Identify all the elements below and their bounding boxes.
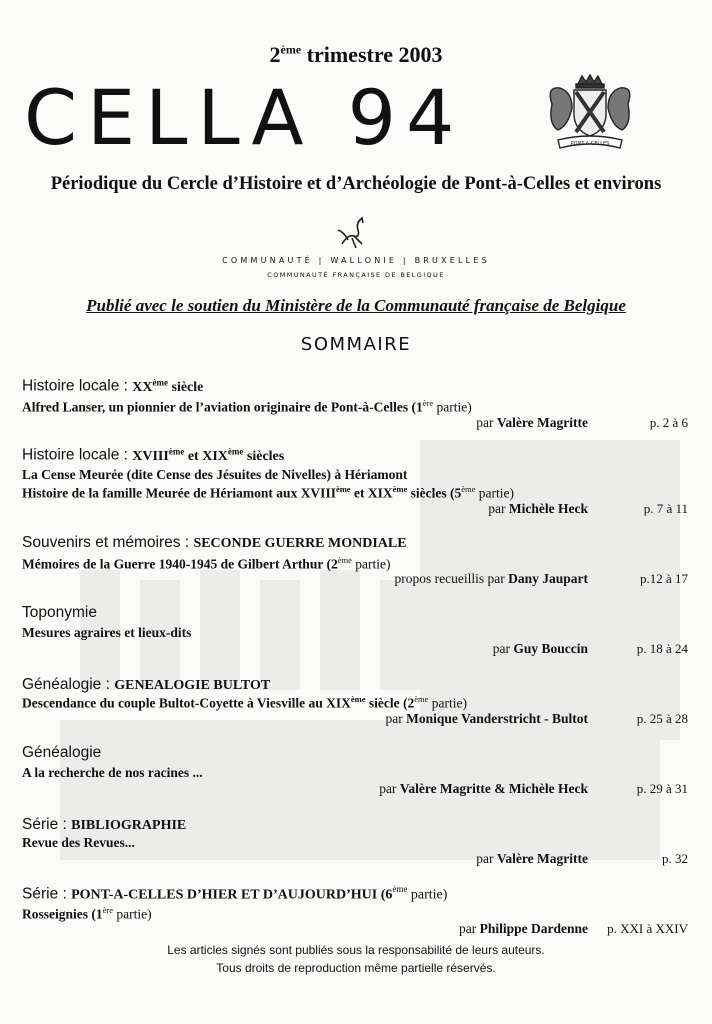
partner-subline: COMMUNAUTÉ FRANÇAISE DE BELGIQUE [267,271,445,279]
toc-entry-4-author: par Guy Bouccin [492,641,588,656]
toc-title: SOMMAIRE [300,334,412,355]
partner-line: COMMUNAUTÉ | WALLONIE | BRUXELLES [222,256,490,265]
rooster-icon [332,214,370,252]
toc-entry-3-author: propos recueillis par Dany Jaupart [394,571,588,586]
support-notice: Publié avec le soutien du Ministère de la Communauté française de Belgique [86,296,626,315]
toc-entry-6-author: par Valère Magritte & Michèle Heck [379,781,588,796]
toc-entry-3-pages: p.12 à 17 [639,571,688,586]
toc-entry-7-heading: Série : BIBLIOGRAPHIE [22,816,187,833]
toc-entry-1-pages: p. 2 à 6 [649,415,688,430]
toc-entry-8-title: Rosseignies (1ère partie) [22,905,152,922]
subtitle: Périodique du Cercle d’Histoire et d’Archéologie de Pont-à-Celles et environs [50,174,662,194]
toc-entry-4-pages: p. 18 à 24 [636,641,688,656]
toc-entry-2-title: La Cense Meurée (dite Cense des Jésuites de Nivelles) à Hériamont [22,467,408,482]
toc-entry-5-heading: Généalogie : GENEALOGIE BULTOT [22,676,271,693]
toc-entry-6-title: A la recherche de nos racines ... [22,765,203,780]
toc-entry-7-pages: p. 32 [662,851,688,866]
toc-entry-1-author: par Valère Magritte [476,415,588,430]
footer-disclaimer: Les articles signés sont publiés sous la responsabilité de leurs auteurs. [167,943,545,957]
toc-entry-5-pages: p. 25 à 28 [636,711,688,726]
toc-entry-3-title: Mémoires de la Guerre 1940-1945 de Gilbert Arthur (2ème partie) [22,555,391,572]
toc-entry-8-heading: Série : PONT-A-CELLES D’HIER ET D’AUJOURD’HUI (6ème partie) [22,884,448,903]
toc-entry-1-title: Alfred Lanser, un pionnier de l’aviation originaire de Pont-à-Celles (1ère partie) [22,398,472,415]
footer-copyright: Tous droits de reproduction même partielle réservés. [216,961,496,975]
toc-entry-7-author: par Valère Magritte [476,851,588,866]
toc-entry-2-subtitle: Histoire de la famille Meurée de Hériamont aux XVIIIème et XIXème siècles (5ème partie) [22,484,514,501]
brand-title: CELLA 94 [24,73,465,162]
toc-entry-2-heading: Histoire locale : XVIIIème et XIXème siècles [22,446,285,464]
issue-label: 2ème trimestre 2003 [269,42,443,67]
toc-entry-6-pages: p. 29 à 31 [636,781,688,796]
coat-of-arms-icon [538,74,642,156]
toc-entry-7-title: Revue des Revues... [22,835,135,850]
toc-entry-8-pages: p. XXI à XXIV [607,921,688,936]
toc-entry-8-author: par Philippe Dardenne [458,921,588,936]
toc-entry-1-heading: Histoire locale : XXème siècle [22,377,204,395]
toc-entry-2-pages: p. 7 à 11 [643,501,688,516]
toc-entry-5-title: Descendance du couple Bultot-Coyette à Viesville au XIXème siècle (2ème partie) [22,694,468,711]
svg-text:PONT-A-CELLES: PONT-A-CELLES [570,141,610,147]
toc-entry-6-heading: Généalogie [22,744,102,761]
toc-entry-4-heading: Toponymie [22,604,97,621]
toc-entry-4-title: Mesures agraires et lieux-dits [22,625,192,640]
toc-entry-5-author: par Monique Vanderstricht - Bultot [385,711,588,726]
toc-entry-2-author: par Michèle Heck [488,501,588,516]
toc-entry-3-heading: Souvenirs et mémoires : SECONDE GUERRE MONDIALE [22,534,407,551]
